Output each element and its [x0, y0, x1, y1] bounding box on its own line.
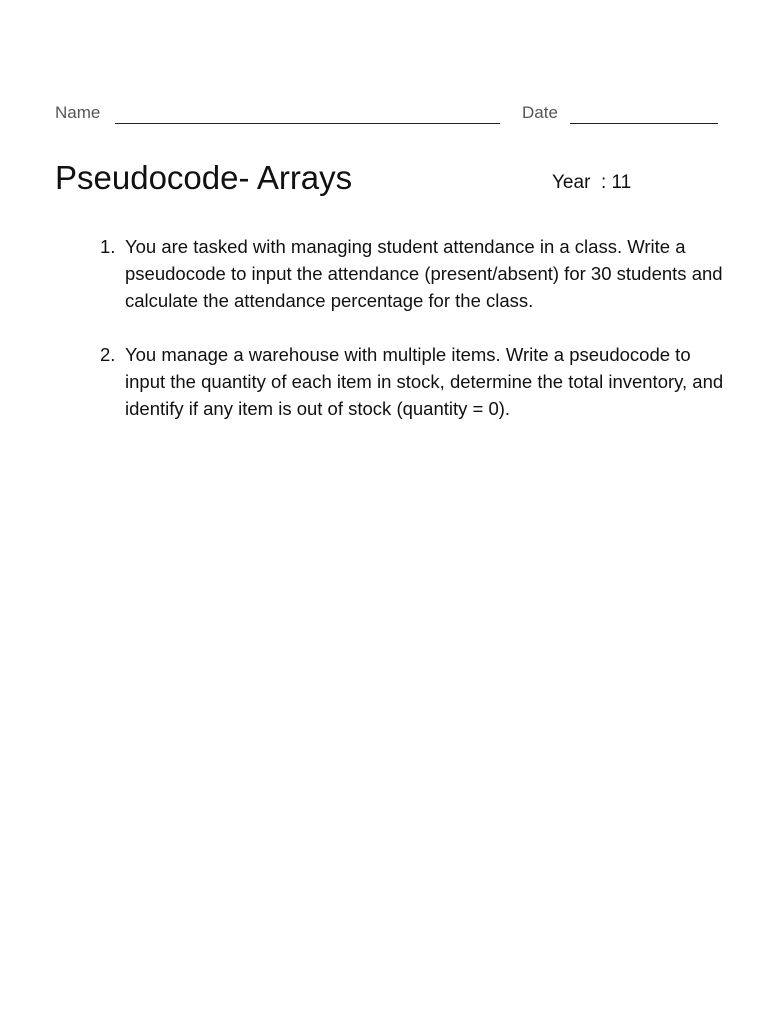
- question-text: You manage a warehouse with multiple items. Write a pseudocode to input the quantity of each item in stock, determine the total inventory, and identify if any item is out of stock (quantity = 0).: [125, 344, 724, 419]
- date-label: Date: [522, 103, 558, 122]
- question-list: [100, 233, 725, 449]
- date-blank-line: [570, 123, 718, 124]
- header-row: [55, 103, 720, 127]
- name-label: Name: [55, 103, 101, 122]
- question-number: 1.: [100, 236, 116, 257]
- year-label: Year : 11: [552, 172, 632, 193]
- question-text: You are tasked with managing student attendance in a class. Write a pseudocode to input the attendance (present/absent) for 30 students and calculate the attendance percentage for the class.: [125, 236, 723, 311]
- question-item: [100, 233, 725, 314]
- name-blank-line: [115, 123, 500, 124]
- worksheet-title: Pseudocode- Arrays: [55, 159, 353, 196]
- question-number: 2.: [100, 344, 116, 365]
- question-item: [100, 341, 725, 422]
